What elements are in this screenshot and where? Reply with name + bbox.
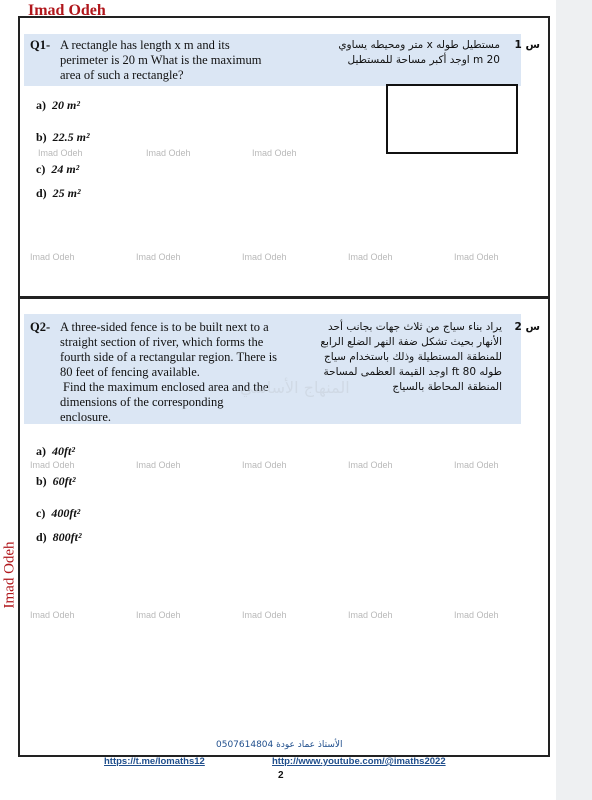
author-header: Imad Odeh	[28, 2, 106, 19]
watermark: Imad Odeh	[348, 252, 393, 262]
watermark: Imad Odeh	[348, 460, 393, 470]
watermark: Imad Odeh	[242, 610, 287, 620]
watermark: Imad Odeh	[252, 148, 297, 158]
youtube-link[interactable]: http://www.youtube.com/@imaths2022	[272, 756, 446, 767]
q2-question-en: A three-sided fence is to be built next to a straight section of river, which forms the fourth side of a rectangular region. There is 80 feet of fencing available. Find the maximum enclosed area and the dimensions of the corresponding enclosure.	[60, 320, 278, 424]
q1-option-b[interactable]: b) 22.5 m²	[36, 130, 90, 144]
site-watermark: المنهاج الأساسي	[240, 378, 350, 397]
watermark: Imad Odeh	[146, 148, 191, 158]
watermark: Imad Odeh	[136, 460, 181, 470]
page-margin-strip	[556, 0, 592, 800]
footer-phone: الأستاذ عماد عودة 0507614804	[216, 740, 343, 750]
q2-number: Q2-	[30, 320, 51, 334]
q1-option-a[interactable]: a) 20 m²	[36, 98, 80, 112]
q2-option-d[interactable]: d) 800ft²	[36, 530, 82, 544]
q1-option-c[interactable]: c) 24 m²	[36, 162, 80, 176]
section-divider	[18, 296, 548, 299]
watermark: Imad Odeh	[38, 148, 83, 158]
telegram-link[interactable]: https://t.me/Iomaths12	[104, 756, 205, 767]
q2-option-c[interactable]: c) 400ft²	[36, 506, 81, 520]
q1-option-d[interactable]: d) 25 m²	[36, 186, 81, 200]
watermark: Imad Odeh	[242, 252, 287, 262]
watermark: Imad Odeh	[454, 610, 499, 620]
q2-option-a[interactable]: a) 40ft²	[36, 444, 75, 458]
watermark: Imad Odeh	[30, 610, 75, 620]
watermark: Imad Odeh	[30, 460, 75, 470]
side-author-label: Imad Odeh	[1, 541, 18, 609]
watermark: Imad Odeh	[30, 252, 75, 262]
q1-number: Q1-	[30, 38, 51, 52]
q1-answer-box[interactable]	[386, 84, 518, 154]
page-number: 2	[278, 770, 284, 781]
watermark: Imad Odeh	[136, 252, 181, 262]
watermark: Imad Odeh	[136, 610, 181, 620]
q1-number-ar: س 1	[514, 39, 540, 51]
q2-number-ar: س 2	[514, 321, 540, 333]
q1-question-en: A rectangle has length x m and its perimeter is 20 m What is the maximum area of such a rectangle?	[60, 38, 262, 82]
watermark: Imad Odeh	[242, 460, 287, 470]
watermark: Imad Odeh	[454, 460, 499, 470]
q2-option-b[interactable]: b) 60ft²	[36, 474, 76, 488]
q1-question-ar: مستطيل طوله x متر ومحيطه يساوي 20 m اوجد أكبر مساحة للمستطيل	[338, 39, 500, 66]
watermark: Imad Odeh	[348, 610, 393, 620]
watermark: Imad Odeh	[454, 252, 499, 262]
q2-question-ar: يراد بناء سياج من ثلاث جهات بجانب أحد الأنهار بحيث تشكل ضفة النهر الضلع الرابع للمنطقة المستطيلة وذلك باستخدام سياج طوله 80 ft اوجد القيمة العظمى لمساحة المنطقة المحاطة بالسياج	[320, 321, 502, 393]
